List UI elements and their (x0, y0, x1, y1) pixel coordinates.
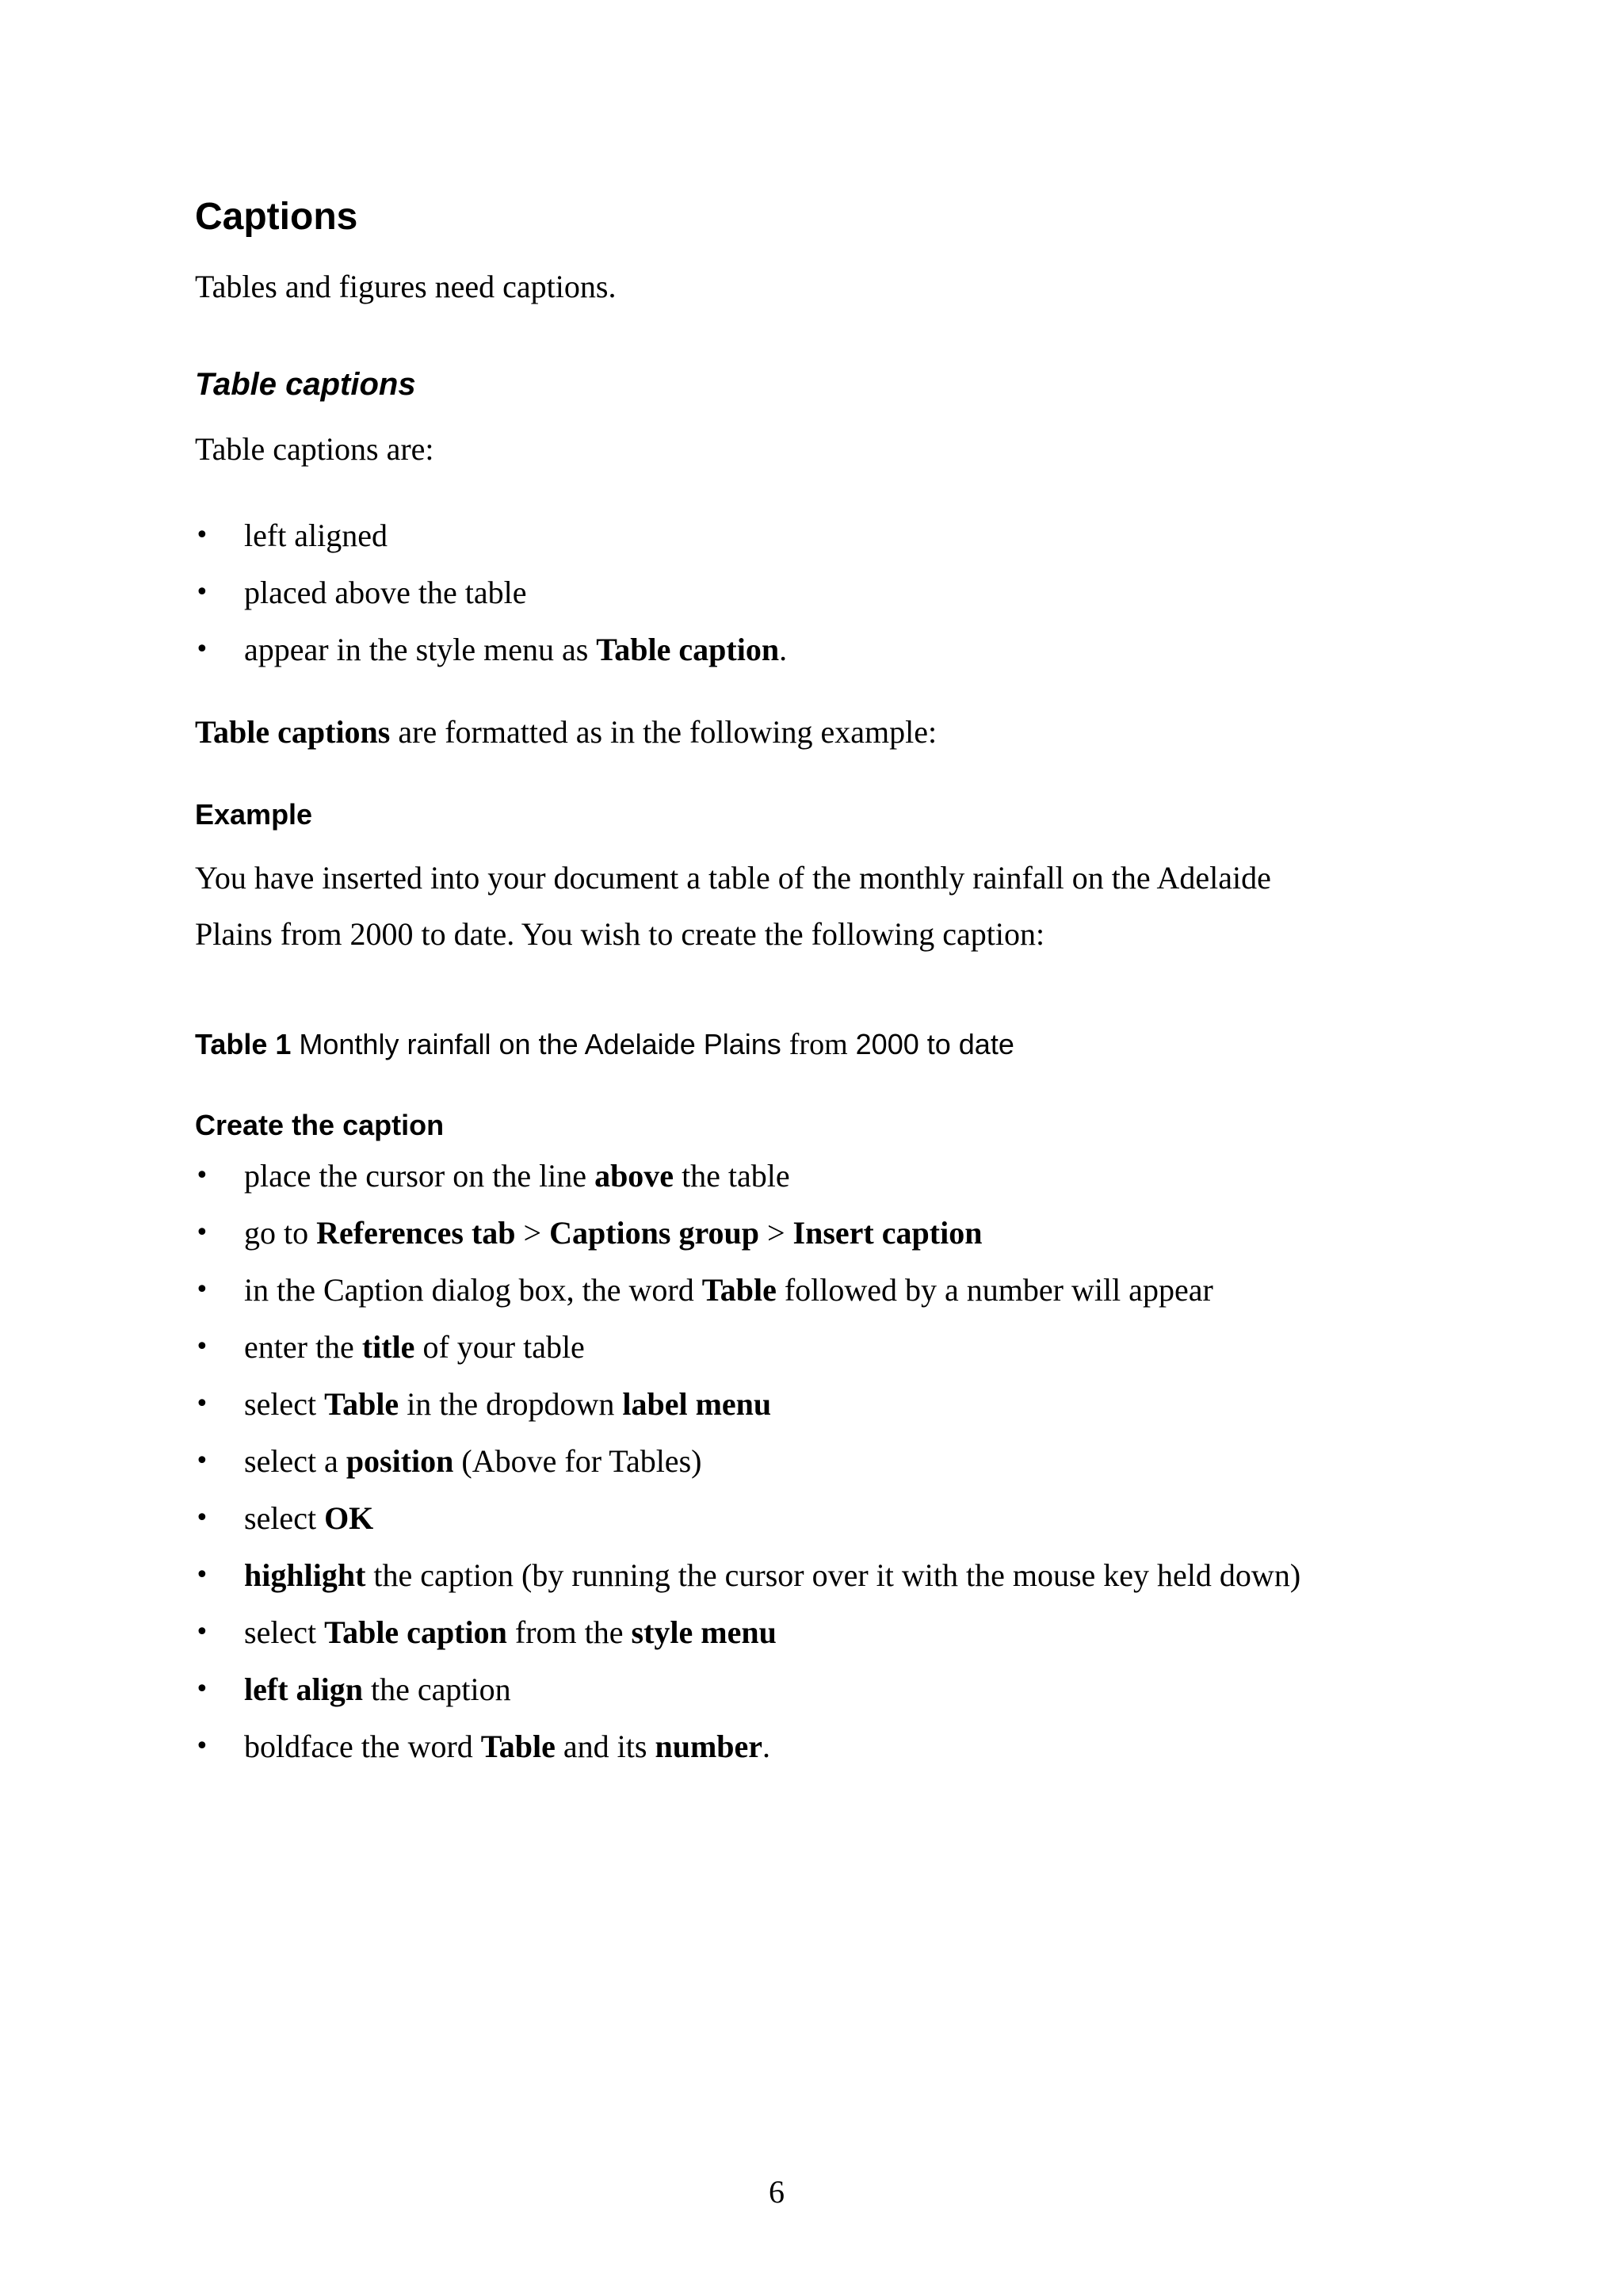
list-item: • left aligned (195, 518, 388, 553)
bullet-icon: • (195, 521, 209, 549)
bullet-icon: • (195, 1504, 209, 1532)
bullet-icon: • (195, 579, 209, 606)
bullet-icon: • (195, 1447, 209, 1475)
bullet-icon: • (195, 1618, 209, 1646)
caption-properties-list (195, 517, 787, 688)
steps-list (195, 1157, 1300, 1785)
list-item: • select a position (Above for Tables) (195, 1443, 702, 1479)
caption-example: Table 1 Monthly rainfall on the Adelaide Plains from 2000 to date (195, 1028, 1014, 1061)
bullet-icon: • (195, 1561, 209, 1589)
bullet-icon: • (195, 636, 209, 663)
bullet-icon: • (195, 1733, 209, 1760)
example-heading: Example (195, 798, 313, 831)
bullet-icon: • (195, 1675, 209, 1703)
section-heading: Captions (195, 196, 358, 238)
list-item: • select OK (195, 1500, 374, 1536)
list-item: • in the Caption dialog box, the word Table followed by a number will appear (195, 1272, 1213, 1308)
list-item: • go to References tab > Captions group > Insert caption (195, 1215, 983, 1251)
page-number: 6 (769, 2174, 785, 2210)
caption-label: Table 1 (195, 1028, 292, 1060)
subsection-heading: Table captions (195, 367, 416, 402)
list-item: • select Table in the dropdown label menu (195, 1386, 772, 1422)
list-item: • left align the caption (195, 1671, 511, 1707)
format-sentence: Table captions are formatted as in the following example: (195, 714, 938, 750)
list-item: • place the cursor on the line above the table (195, 1158, 790, 1194)
intro-paragraph: Tables and figures need captions. (195, 269, 617, 304)
list-item: • enter the title of your table (195, 1329, 585, 1365)
example-line-2: Plains from 2000 to date. You wish to create the following caption: (195, 916, 1045, 952)
bullet-icon: • (195, 1333, 209, 1361)
example-line-1: You have inserted into your document a table of the monthly rainfall on the Adelaide (195, 860, 1271, 896)
list-lead: Table captions are: (195, 431, 434, 467)
list-item: • select Table caption from the style menu (195, 1614, 777, 1650)
bullet-icon: • (195, 1219, 209, 1247)
list-item: • placed above the table (195, 575, 527, 610)
bullet-icon: • (195, 1162, 209, 1190)
list-item: • highlight the caption (by running the cursor over it with the mouse key held down) (195, 1557, 1301, 1593)
list-item: • appear in the style menu as Table caption. (195, 632, 788, 667)
bullet-icon: • (195, 1276, 209, 1304)
create-caption-heading: Create the caption (195, 1109, 445, 1141)
bullet-icon: • (195, 1390, 209, 1418)
list-item: • boldface the word Table and its number. (195, 1729, 771, 1764)
